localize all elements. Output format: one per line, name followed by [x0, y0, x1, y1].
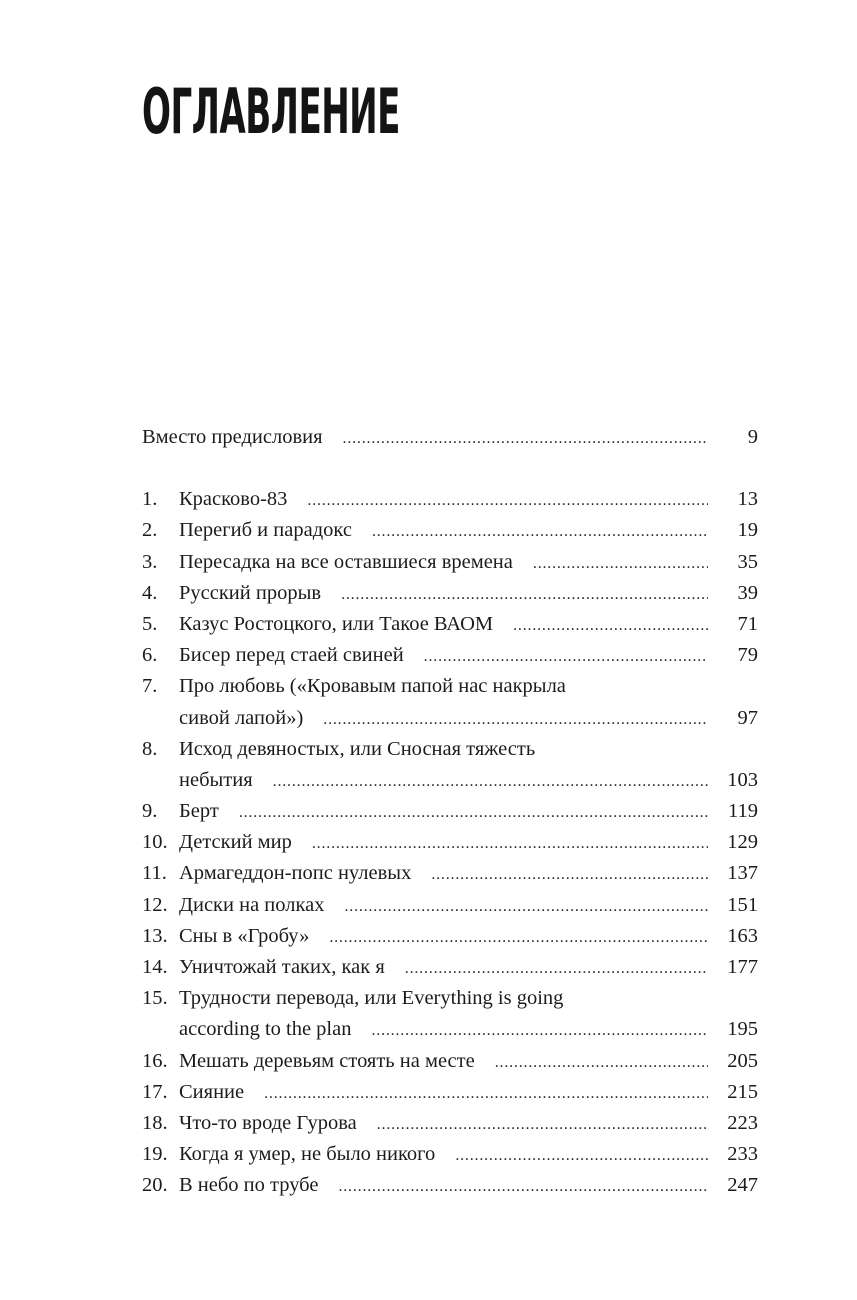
- toc-entry-number: 15.: [142, 987, 168, 1010]
- toc-entry-page: 151: [727, 893, 758, 916]
- toc-entry: [142, 827, 758, 858]
- toc-entry-title: Армагеддон-попс нулевых: [179, 862, 412, 885]
- toc-entry-title: небытия: [179, 768, 253, 791]
- toc-entry-title: Исход девяностых, или Сносная тяжесть: [179, 737, 536, 760]
- toc-entry-page: 13: [737, 488, 758, 511]
- toc-entry: [142, 858, 758, 889]
- leader-dots: [323, 704, 708, 735]
- leader-dots: [405, 953, 708, 984]
- leader-dots: [312, 828, 708, 859]
- toc-entry-title: В небо по трубе: [179, 1174, 319, 1197]
- leader-dots: [533, 548, 708, 579]
- toc-entry: [142, 578, 758, 609]
- toc-entry-page: 177: [727, 956, 758, 978]
- leader-dots: [431, 859, 708, 890]
- toc-entry: [142, 952, 758, 983]
- toc-entry-number: 4.: [142, 581, 158, 604]
- toc-entry-page: 71: [737, 612, 758, 635]
- toc-entry: [142, 734, 758, 765]
- toc-entry-title: Красково-83: [179, 488, 288, 511]
- toc-entry: [142, 1077, 758, 1108]
- toc-entry: [142, 796, 758, 827]
- leader-dots: [513, 610, 708, 641]
- toc-entry-title: Казус Ростоцкого, или Такое ВАОМ: [179, 612, 494, 635]
- leader-dots: [344, 891, 708, 922]
- toc-entry-number: 11.: [142, 862, 167, 885]
- toc-entry-page: 163: [727, 924, 758, 947]
- toc-entry-number: 19.: [142, 1143, 168, 1166]
- toc-entry-page: 119: [728, 800, 758, 823]
- toc-entry-number: 3.: [142, 550, 158, 573]
- toc-entry-title: Пересадка на все оставшиеся времена: [179, 550, 513, 573]
- toc-entry-number: 17.: [142, 1080, 168, 1103]
- leader-dots: [377, 1109, 708, 1140]
- leader-dots: [338, 1171, 708, 1202]
- toc-entry-number: 2.: [142, 519, 158, 542]
- toc-entry-title: Перегиб и парадокс: [179, 519, 352, 542]
- leader-dots: [371, 1015, 708, 1046]
- toc-entry-title: Сны в «Гробу»: [179, 924, 310, 947]
- toc-entry: [142, 671, 758, 702]
- toc-entry: [142, 1046, 758, 1077]
- leader-dots: [372, 516, 708, 547]
- toc-entry-page: 195: [727, 1018, 758, 1041]
- toc-entry-number: 12.: [142, 893, 168, 916]
- toc-entry: [142, 765, 758, 796]
- toc-entry-page: 19: [737, 519, 758, 542]
- toc-entry: [142, 484, 758, 515]
- toc-entry-title: Мешать деревьям стоять на месте: [179, 1049, 475, 1072]
- leader-dots: [341, 579, 708, 610]
- toc-entry-page: 9: [747, 426, 758, 448]
- toc-entry-page: 39: [737, 581, 758, 604]
- toc-entry-page: 97: [737, 706, 758, 729]
- leader-dots: [307, 485, 708, 516]
- toc-entry-page: 103: [727, 768, 758, 791]
- toc-entry-number: 5.: [142, 612, 158, 635]
- toc-entry-title: Про любовь («Кровавым папой нас накрыла: [179, 675, 566, 698]
- toc-entry-page: 233: [727, 1143, 758, 1166]
- leader-dots: [329, 922, 708, 953]
- toc-entry: [142, 1139, 758, 1170]
- toc-entry: [142, 640, 758, 671]
- toc-entry-title: Сияние: [179, 1080, 245, 1103]
- toc-entry: [142, 1014, 758, 1045]
- toc-entry-number: 7.: [142, 675, 158, 698]
- leader-dots: [273, 766, 708, 797]
- toc-entry-number: 10.: [142, 831, 168, 854]
- toc-entry-number: 6.: [142, 644, 158, 667]
- toc-entry-title: according to the plan: [179, 1018, 352, 1041]
- toc-entry-page: 79: [737, 644, 758, 667]
- toc-entry-number: 1.: [142, 488, 158, 511]
- toc-entry-title: Когда я умер, не было никого: [179, 1143, 436, 1166]
- toc-entry-number: 16.: [142, 1049, 168, 1072]
- leader-dots: [455, 1140, 708, 1171]
- toc-entry-number: 13.: [142, 924, 168, 947]
- toc-entry-title: Уничтожай таких, как я: [179, 956, 385, 978]
- toc-entry-page: 223: [727, 1111, 758, 1134]
- leader-dots: [424, 641, 708, 672]
- toc-entry-title: Диски на полках: [179, 893, 325, 916]
- leader-dots: [343, 423, 708, 454]
- toc-entry-title: Берт: [179, 800, 219, 823]
- toc-entry: [142, 609, 758, 640]
- toc-entry-title: сивой лапой»): [179, 706, 304, 729]
- toc-entry-page: 215: [727, 1080, 758, 1103]
- toc-entry-title: Что-то вроде Гурова: [179, 1111, 357, 1134]
- toc-entry-page: 247: [727, 1174, 758, 1197]
- toc-entry-number: 18.: [142, 1111, 168, 1134]
- toc-entry: [142, 890, 758, 921]
- toc-entry: [142, 921, 758, 952]
- toc-entry: [142, 1170, 758, 1201]
- toc-entry-number: 9.: [142, 800, 158, 823]
- toc-entry: [142, 515, 758, 546]
- toc-entry-page: 137: [727, 862, 758, 885]
- toc-entry-preface: [142, 422, 758, 453]
- toc-entry: [142, 703, 758, 734]
- toc-entry-title: Трудности перевода, или Everything is going: [179, 987, 564, 1010]
- toc-entry-title: Русский прорыв: [179, 581, 322, 604]
- toc-entry-page: 205: [727, 1049, 758, 1072]
- leader-dots: [264, 1078, 708, 1109]
- page-title: ОГЛАВЛЕНИЕ: [142, 75, 400, 148]
- table-of-contents: [142, 422, 758, 1202]
- toc-entry-number: 14.: [142, 956, 168, 978]
- toc-entry-title: Вместо предисловия: [142, 426, 323, 448]
- toc-entry-page: 35: [737, 550, 758, 573]
- toc-entry-title: Бисер перед стаей свиней: [179, 644, 404, 667]
- leader-dots: [495, 1047, 708, 1078]
- leader-dots: [239, 797, 708, 828]
- toc-entry: [142, 983, 758, 1014]
- toc-entry-number: 20.: [142, 1174, 168, 1197]
- toc-entry-title: Детский мир: [179, 831, 292, 854]
- toc-entry-page: 129: [727, 831, 758, 854]
- chapter-list: [142, 484, 758, 1201]
- toc-entry: [142, 1108, 758, 1139]
- toc-entry: [142, 547, 758, 578]
- toc-entry-number: 8.: [142, 737, 158, 760]
